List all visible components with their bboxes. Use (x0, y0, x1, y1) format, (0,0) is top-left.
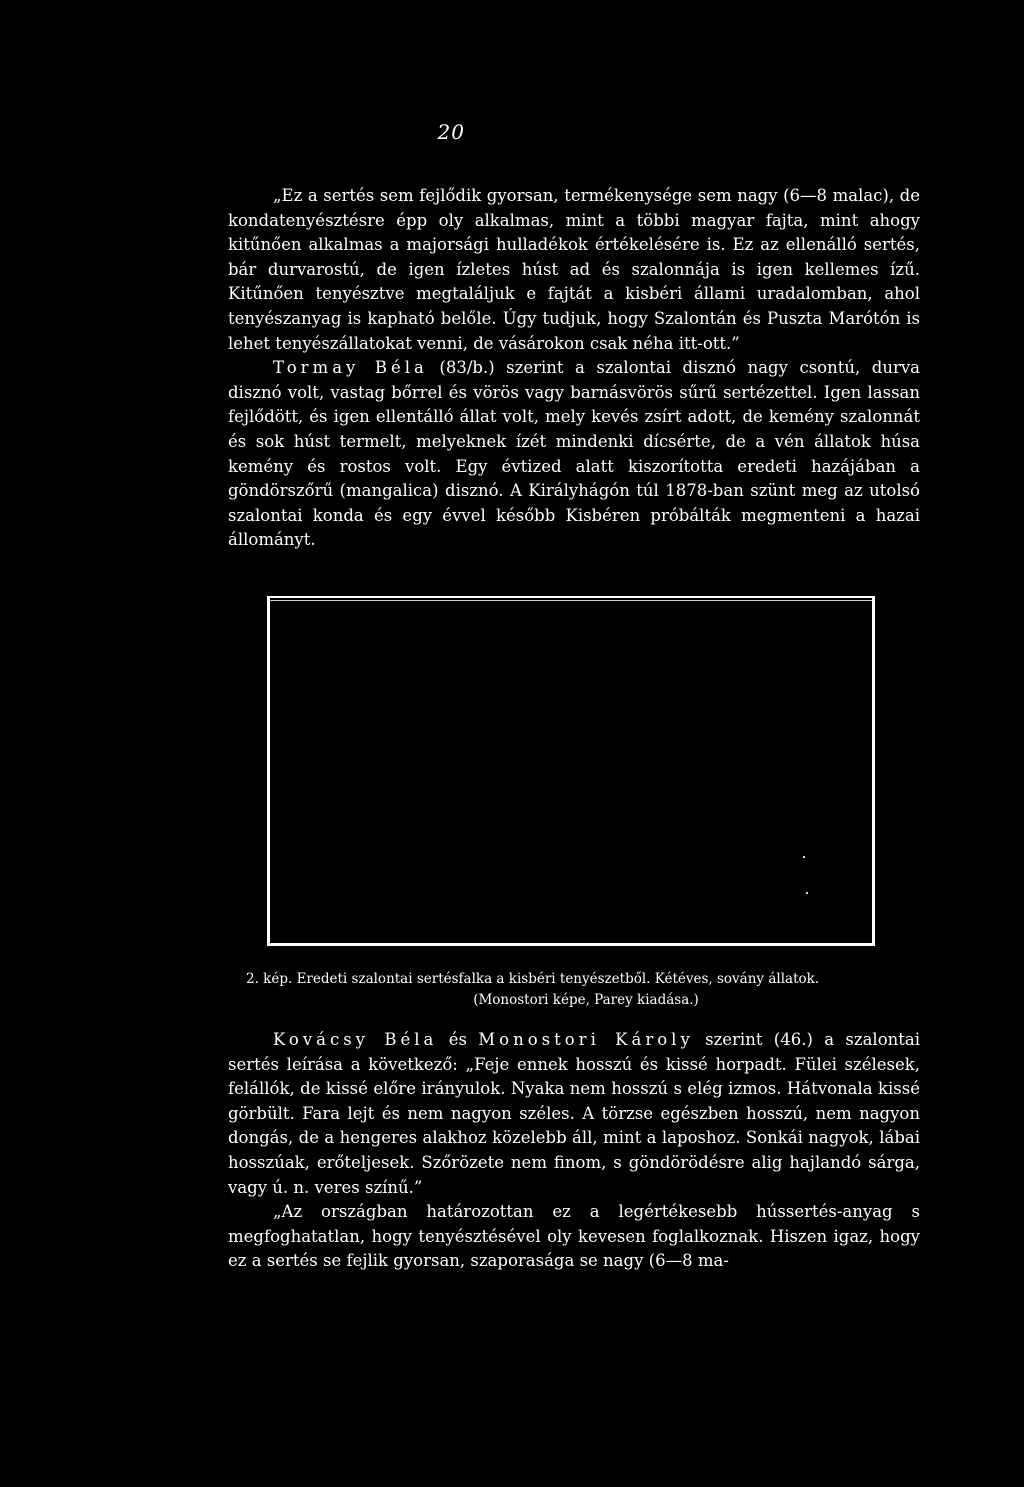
author-name-monostori: Monostori Károly (478, 1030, 694, 1049)
figure-caption-line-1: 2. kép. Eredeti szalontai sertésfalka a kisbéri tenyészetből. Kétéves, sovány állatok. (246, 971, 820, 987)
author-name-tormay: Tormay Béla (273, 358, 428, 378)
tormay-paragraph-text: (83/b.) szerint a szalontai disznó nagy csontú, durva disznó volt, vastag bőrrel és vörös vagy barnásvörös sűrű sertézettel. Igen lassan fejlődött, és igen ellentálló állat volt, mely kevés zsírt adott, de kemény szalonnát és sok húst termelt, melyeknek ízét mindenki dícsérte, de a vén állatok húsa kemény és rostos volt. Egy évtized alatt kiszorította eredeti hazájában a göndörszőrű (mangalica) disznó. A Királyhágón túl 1878-ban szünt meg az utolsó szalontai konda és egy évvel később Kisbéren próbálták megmenteni a hazai állományt. (228, 358, 921, 550)
bottom-text-block (228, 1028, 920, 1274)
quote-paragraph: „Ez a sertés sem fejlődik gyorsan, termékenysége sem nagy (6—8 malac), de kondatenyésztésre épp oly alkalmas, mint a többi magyar fajta, mint ahogy kitűnően alkalmas a majorsági hulladékok értékelésére is. Ez az ellenálló sertés, bár durvarostú, de igen ízletes húst ad és szalonnája is igen kellemes ízű. Kitűnően tenyésztve megtaláljuk e fajtát a kisbéri állami uradalomban, ahol tenyészanyag is kapható belőle. Úgy tudjuk, hogy Szalontán és Puszta Marótón is lehet tenyészállatokat venni, de vásárokon csak néha itt-ott.” (228, 186, 920, 353)
kovacsy-paragraph-text: szerint (46.) a szalontai sertés leírása a következő: „Feje ennek hosszú és kissé horpadt. Fülei szélesek, felállók, de kissé előre irányulok. Nyaka nem hosszú s elég izmos. Hátvonala kissé görbült. Fara lejt és nem nagyon széles. A törzse egészben hosszú, nem nagyon dongás, de a hengeres alakhoz közelebb áll, mint a laposhoz. Sonkái nagyok, lábai hosszúak, erőteljesek. Szőrözete nem finom, s göndörödésre alig hajlandó sárga, vagy ú. n. veres színű.” (228, 1030, 920, 1197)
author-name-kovacsy: Kovácsy Béla (273, 1030, 438, 1049)
tormay-paragraph (228, 356, 920, 553)
last-paragraph: „Az országban határozottan ez a legértékesebb hússertés-anyag s megfoghatatlan, hogy tenyésztésével oly kevesen foglalkoznak. Hiszen igaz, hogy ez a sertés se fejlik gyorsan, szaporasága se nagy (6—8 ma- (228, 1202, 920, 1271)
kovacsy-paragraph (228, 1028, 920, 1200)
page-number: 20 (437, 120, 465, 144)
author-connector: és (437, 1030, 479, 1049)
figure-inner-rule (270, 600, 872, 601)
figure-caption-line-2: (Monostori képe, Parey kiadása.) (473, 992, 699, 1008)
figure-image (267, 596, 875, 946)
figure-speck (806, 892, 808, 894)
figure-speck (803, 856, 805, 858)
top-text-block (228, 184, 920, 553)
